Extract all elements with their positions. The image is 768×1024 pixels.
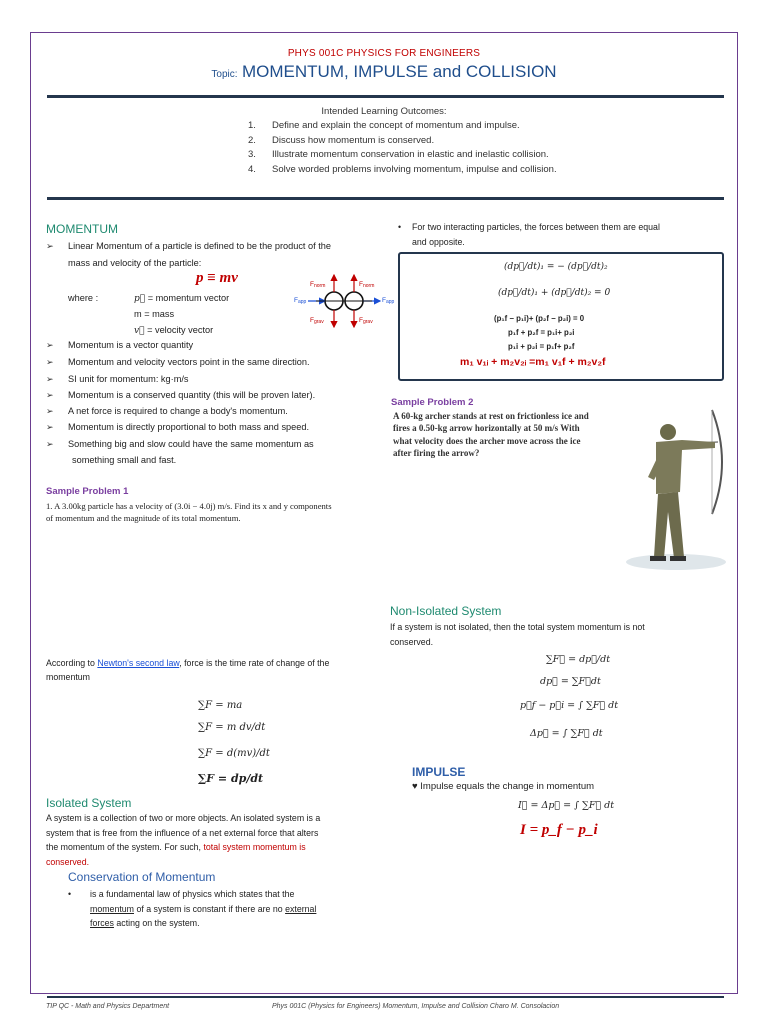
- divider-top: [47, 95, 724, 98]
- sample2-text: A 60-kg archer stands at rest on frictionless ice and fires a 0.50-kg arrow horizontally at 50 m/s With what velocity does the archer move across the ice after firing the arrow?: [393, 411, 589, 458]
- nonisolated-text: If a system is not isolated, then the total system momentum is not conserved.: [390, 622, 645, 647]
- eq-newton-2: ∑F = m dv/dt: [198, 722, 266, 733]
- momentum-bullet: ➢ Momentum is a conserved quantity (this will be proven later).: [46, 390, 316, 400]
- ilo-item: 4. Solve worded problems involving momentum, impulse and collision.: [248, 163, 557, 175]
- sample2-title: Sample Problem 2: [391, 397, 474, 408]
- label-fnorm-2: Fnorm: [359, 281, 375, 289]
- ilo-list: [248, 120, 557, 178]
- course-title: PHYS 001C PHYSICS FOR ENGINEERS: [287, 48, 481, 59]
- momentum-bullet: ➢ Momentum is a vector quantity: [46, 340, 194, 350]
- momentum-bullet: ➢ A net force is required to change a body's momentum.: [46, 406, 288, 416]
- where-p: p⃗ = momentum vector: [134, 293, 230, 304]
- newton-link[interactable]: Newton's second law: [97, 658, 180, 668]
- eq-newton-3: ∑F = d(mv)/dt: [198, 748, 270, 759]
- label-fnorm-1: Fnorm: [310, 281, 326, 289]
- eq-box-line-red: m₁ v₁ᵢ + m₂v₂ᵢ =m₁ v₁f + m₂v₂f: [460, 356, 606, 368]
- ilo-item: 2. Discuss how momentum is conserved.: [248, 134, 435, 146]
- eq-newton-4: ∑F = dp/dt: [198, 772, 264, 785]
- label-fapp-1: Fapp: [294, 297, 307, 305]
- eq-nonisolated-3: p⃗f − p⃗i = ∫ ∑F⃗ dt: [520, 700, 619, 711]
- momentum-heading: MOMENTUM: [46, 222, 118, 236]
- where-m: m = mass: [134, 309, 175, 319]
- ilo-title: Intended Learning Outcomes:: [321, 106, 447, 117]
- newton-text: According to Newton's second law, force is the time rate of change of the momentum: [46, 658, 330, 682]
- eq-box-line-1: (dp⃗/dt)₁ = − (dp⃗/dt)₂: [504, 262, 608, 272]
- momentum-bullet: ➢ SI unit for momentum: kg·m/s: [46, 374, 189, 384]
- impulse-text: ♥ Impulse equals the change in momentum: [412, 781, 595, 792]
- ilo-item: 3. Illustrate momentum conservation in elastic and inelastic collision.: [248, 149, 549, 160]
- eq-nonisolated-4: Δp⃗ = ∫ ∑F⃗ dt: [530, 728, 603, 739]
- momentum-definition: ➢ Linear Momentum of a particle is defined to be the product of the mass and velocity of the particle:: [46, 241, 332, 268]
- eq-box-line-3: (p₁f − p₁i)+ (p₂f − p₂i) = 0: [494, 314, 585, 323]
- momentum-formula: p ≡ mv: [196, 270, 238, 286]
- conservation-equation-box: [398, 252, 724, 381]
- label-fgrav-1: Fgrav: [310, 317, 324, 325]
- archer-illustration: [620, 402, 740, 574]
- eq-box-line-5: p₁i + p₂i = p₁f+ p₂f: [508, 342, 575, 351]
- impulse-heading: IMPULSE: [412, 765, 466, 779]
- conservation-text: • is a fundamental law of physics which states that the momentum of a system is constant if there are no external forces acting on the system.: [68, 889, 317, 928]
- topic-title: MOMENTUM, IMPULSE and COLLISION: [242, 62, 557, 81]
- momentum-bullet-cont: something small and fast.: [72, 455, 177, 465]
- eq-impulse-1: I⃗ = Δp⃗ = ∫ ∑F⃗ dt: [518, 800, 615, 811]
- where-label: where :: [68, 293, 99, 303]
- eq-nonisolated-1: ∑F⃗ = dp⃗/dt: [546, 654, 611, 665]
- eq-impulse-red: I = p_f − p_i: [520, 822, 598, 838]
- label-fgrav-2: Fgrav: [359, 317, 373, 325]
- footer-right: Phys 001C (Physics for Engineers) Momentum, Impulse and Collision Charo M. Consolacion: [272, 1003, 560, 1010]
- momentum-bullet: ➢ Momentum and velocity vectors point in the same direction.: [46, 357, 310, 367]
- force-diagram: [288, 272, 400, 330]
- isolated-text: A system is a collection of two or more objects. An isolated system is a system that is free from the influence of a net external force that alters the momentum of the system. For such, total system momentum is conserved.: [46, 813, 321, 867]
- conservation-heading: Conservation of Momentum: [68, 870, 216, 884]
- momentum-bullet: ➢ Something big and slow could have the same momentum as: [46, 439, 314, 449]
- divider-ilo: [47, 197, 724, 200]
- topic-label: Topic:: [211, 69, 238, 80]
- eq-newton-1: ∑F = ma: [198, 700, 243, 711]
- sample1-text: 1. A 3.00kg particle has a velocity of (3.0i − 4.0j) m/s. Find its x and y components of momentum and the magnitude of its total momentum.: [46, 501, 332, 523]
- ilo-item: 1. Define and explain the concept of momentum and impulse.: [248, 120, 520, 131]
- divider-footer: [47, 996, 724, 998]
- footer-left: TIP QC - Math and Physics Department: [46, 1003, 170, 1010]
- eq-nonisolated-2: dp⃗ = ∑F⃗dt: [540, 676, 601, 687]
- where-v: v⃗ = velocity vector: [134, 325, 214, 336]
- isolated-heading: Isolated System: [46, 796, 132, 810]
- label-fapp-2: Fapp: [382, 297, 395, 305]
- sample1-title: Sample Problem 1: [46, 486, 129, 497]
- topic-line: [0, 62, 768, 82]
- eq-box-line-4: p₁f + p₂f = p₁i+ p₂i: [508, 328, 575, 337]
- nonisolated-heading: Non-Isolated System: [390, 604, 502, 618]
- interacting-text: • For two interacting particles, the forces between them are equal and opposite.: [398, 222, 660, 247]
- eq-box-line-2: (dp⃗/dt)₁ + (dp⃗/dt)₂ = 0: [498, 288, 611, 298]
- momentum-bullet: ➢ Momentum is directly proportional to both mass and speed.: [46, 422, 310, 432]
